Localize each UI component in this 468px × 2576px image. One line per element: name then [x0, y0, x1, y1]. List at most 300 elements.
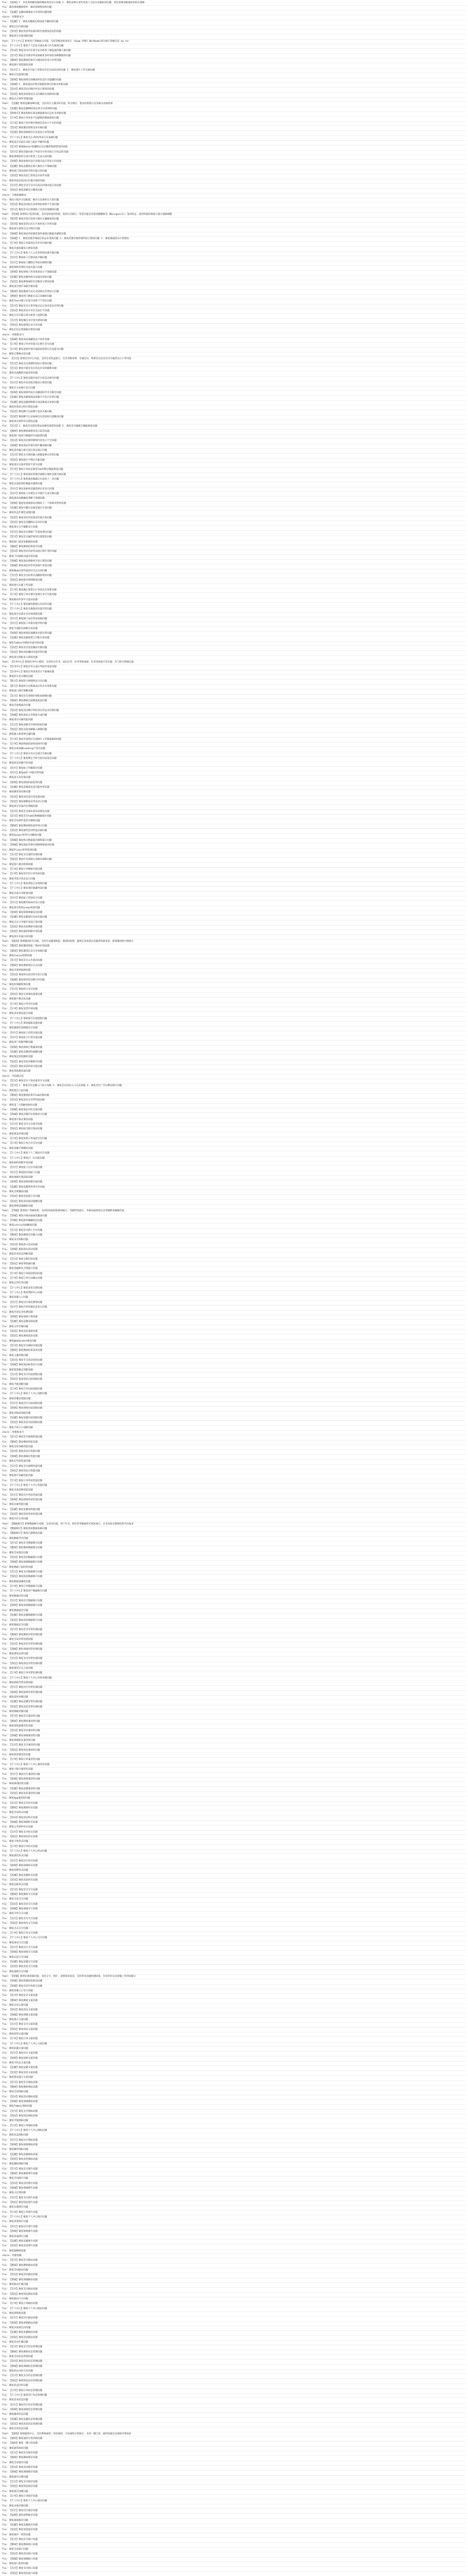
log-line: fix: 修复头像图片问题 [2, 2206, 466, 2210]
log-line: fix: 修复按钮文案问题 [2, 2032, 466, 2037]
log-line: fix: 【钱包】修复钱包异常处理问题 [2, 1662, 466, 1667]
log-line: fix: 【订单】修复订单导出问题 [2, 1003, 466, 1007]
log-line: fix: 【钱包】修复提现记录分页问题 [2, 324, 466, 328]
log-line: fix: 【消息】修复消息转发功能问题 [2, 1065, 466, 1070]
log-line: fix: 修复内容安全检测问题 [2, 1311, 466, 1315]
log-line: fix: 修复长列表性能问题 [2, 1460, 466, 1464]
log-line: fix: 【社区】修复帖子删除后列表未刷新问题 [2, 261, 466, 266]
log-line: fix: 修复全局接口问题 [2, 2548, 466, 2552]
log-line: fix: 【支付】修复微信支付签名错误问题 [2, 319, 466, 324]
log-line: fix: 修复节流防抖函数失效问题 [2, 627, 466, 632]
log-line: fix: 【活动】修复活动分享得奖励问题 [2, 1098, 466, 1103]
log-line: fix: 【登录】修复登录页在部分安卓机型上键盘遮挡输入框问题 [2, 49, 466, 54]
log-line: fix: 修复全局异常处理问题 [2, 1638, 466, 1642]
log-line: fix: 修复内存占用问题 [2, 1517, 466, 1522]
log-line: fix: 【搜索】修复搜索性能问题 [2, 1440, 466, 1445]
log-line: fix: 【直播】修复直播缓存问题 [2, 2523, 466, 2528]
log-line: fix: 修复全局交互问题 [2, 1897, 466, 1902]
log-line: fix: 【首页】修复首页新人专区问题 [2, 1229, 466, 1233]
log-line: fix: 【活动】修复活动异常处理问题 [2, 1642, 466, 1647]
log-line: fix: 【直播】修复直播间连麦功能异常问题 [2, 786, 466, 790]
log-line: fix: 【搜索】修复搜索页面键盘收起问题 [2, 699, 466, 704]
log-line: fix: 修复输入框表情过滤问题 [2, 733, 466, 737]
log-line: fix: 修复H5兼容性问题 [2, 1782, 466, 1787]
log-line: fix: 【社区】修复社区兼容性问题 [2, 1773, 466, 1777]
log-line: fix: 【搜索】修复搜索路由问题 [2, 2264, 466, 2268]
log-line: fix: 修复富文本渲染问题 [2, 776, 466, 781]
log-line: fix: 【消息】修复通知权限申请问题 [2, 930, 466, 935]
log-line: feat: 【等级】新增用户等级体系，支持经验值获取规则展示、等级特权展示、升级动画效果以及等级勋章佩戴功能 [2, 1209, 466, 1214]
log-line: fix: 【视频】修复视频交互问题 [2, 1951, 466, 1955]
log-line: fix: 修复操作图标问题 [2, 2148, 466, 2153]
log-line: fix: 【个人中心】修复个人中心性能问题 [2, 1484, 466, 1488]
log-line: fix: 【搜索】修复搜索图片问题 [2, 2172, 466, 2177]
log-line: fix: 修复全局文案问题 [2, 2004, 466, 2008]
log-line: fix: 修复状态栏颜色设置问题 [2, 511, 466, 516]
log-line: fix: 【视频】修复视频列表性能问题 [2, 1498, 466, 1503]
log-line: fix: 【社区】修复@用户功能异常问题 [2, 771, 466, 776]
log-line: fix: 【搜索】修复搜索样式问题 [2, 1806, 466, 1811]
log-line: fix: 【商城】修复商城样式问题 [2, 1821, 466, 1825]
log-line: fix: 【通知】修复通知分类切换问题 [2, 2437, 466, 2442]
log-line: fix: 【订单】修复订单自动确认问题 [2, 1277, 466, 1281]
log-line: fix: 【消息】修复消息兼容性问题 [2, 1792, 466, 1797]
log-line: fix: 修复机型兼容性问题 [2, 1753, 466, 1758]
log-line: fix: 修复部分页面适配问题 [2, 35, 466, 39]
log-line: fix: 修复Swiper组件自动播放问题 [2, 834, 466, 838]
log-line: fix: 【支付】修复支付状态管理问题 [2, 2374, 466, 2379]
log-line: fix: 修复徽标图标问题 [2, 2162, 466, 2167]
log-line: feat: 【个人中心】新增用户等级展示功能，支持等级进度条显示（Vip@ 详情1 Bk(Head)部分展示等级信息 by zz） [2, 40, 466, 44]
log-line: fix: 【消息】修复消息列表置顶功能失效问题 [2, 516, 466, 521]
log-line: fix: 【搜索】修复搜索异常处理问题 [2, 1633, 466, 1638]
log-line: fix: 修复全局缓存问题 [2, 2461, 466, 2466]
log-line: fix: 【视频】修复视频数据统计问题 [2, 1604, 466, 1608]
log-line: fix: 【首页】修复首页状态管理问题 [2, 2345, 466, 2350]
log-line: fix: 修复弹窗组件在部分机型上无法关闭问题 [2, 155, 466, 160]
log-line: fix: 【钱包】修复钱包交互问题 [2, 1922, 466, 1926]
log-line: fix: 【首页】修复首页推荐列表加载更多时重复加载数据的问题 [2, 54, 466, 59]
log-line: fix: 【直播】1. 修复直播间礼物动画不播放的问题 [2, 20, 466, 25]
log-line: fix: 修复拖拽交互问题 [2, 1970, 466, 1975]
log-line: fix: 【个人中心】修复修改昵称后未同步问题 [2, 603, 466, 607]
log-line: fix: 【消息】修复消息文案问题 [2, 2071, 466, 2076]
log-line: fix: 修复列表页返回后位置未保持问题 [2, 179, 466, 184]
log-line: fix: 【消息】修复消息搜索功能问题 [2, 925, 466, 930]
log-line: fix: 【钱包】修复账单明细筛选问题 [2, 579, 466, 583]
log-line: fix: 【支付】修复支付页面适配问题 [2, 1373, 466, 1378]
log-line: fix: 修复接口鉴权问题 [2, 2562, 466, 2567]
log-line: fix: 修复金额计算精度问题 [2, 1147, 466, 1151]
log-line: fix: 【社区】修复帖子置顶显示问题 [2, 896, 466, 901]
log-line: fix: 【客服】修复客服消息推送问题 [2, 1979, 466, 1984]
log-line: fix: 修复敏感信息脱敏显示问题 [2, 1026, 466, 1031]
log-line: fix: 【订单】修复预售订单尾款支付问题 [2, 1137, 466, 1142]
log-line: fix: 修复页面切换性能问题 [2, 1488, 466, 1493]
log-line: fix: 【订单】修复待评价订单列表问题 [2, 872, 466, 877]
log-line: fix: 【社区】修复社区状态管理问题 [2, 2403, 466, 2408]
log-line: fix: 【直播】修复直播间禁言功能失效问题 [2, 636, 466, 641]
log-line: fix: 【首页】修复首页交互问题 [2, 1888, 466, 1893]
log-line: fix: 修复状态同步问题 [2, 2384, 466, 2388]
log-line: fix: 修复超时处理问题 [2, 1696, 466, 1700]
log-line: fix: 修复分享功能在部分机型上报错问题 [2, 314, 466, 318]
log-line: fix: 【直播】修复直播间性能问题 [2, 1508, 466, 1513]
log-line: fix: 【个人中心】修复个人中心文案问题 [2, 2042, 466, 2047]
log-line: fix: 【个人中心】修复实名认证提交失败问题 [2, 752, 466, 757]
log-line: feat: 【通知】新增通知中心，支持系统通知、活动通知、互动通知分类展示，支持一键已读、通知设置以及通知详情查看 [2, 2432, 466, 2437]
log-line: fix: 【消息】修复消息图标问题 [2, 2158, 466, 2162]
log-line: fix: 【视频】修复视频全屏播放时状态栏未隐藏的问题 [2, 78, 466, 83]
log-line: fix: 【社区】修复帖子详情页分享图片生成失败问题 [2, 492, 466, 497]
log-line: fix: 【搜索】修复搜索结果页tab切换问题 [2, 1094, 466, 1098]
log-line: fix: 【视频】修复视频弹幕发送问题 [2, 911, 466, 916]
log-line: fix: 【支付】修复余额支付密码校验问题 [2, 723, 466, 728]
log-line: fix: 修复间距样式问题 [2, 1869, 466, 1873]
log-line: fix: 【个人中心】修复浏览记录清除问题 [2, 882, 466, 887]
log-line: fix: 【直播】修复直播图片问题 [2, 2240, 466, 2244]
log-line: fix: 修复地理位置获取问题 [2, 1176, 466, 1180]
log-line: fix: 修复部分页面内存泄漏问题 [2, 805, 466, 809]
log-line: fix: 修复全局状态管理问题 [2, 2355, 466, 2360]
log-line: fix: 【商城】修复商品收藏状态不同步问题 [2, 338, 466, 343]
log-line: fix: 【商城】修复商品对比功能问题 [2, 1108, 466, 1113]
log-line: fix: 【商城】修复购买数量超出限购提示问题 [2, 839, 466, 843]
log-line: fix: 【活动】修复活动分享后无法打开问题 [2, 309, 466, 314]
log-line: fix: 【订单】修复订单交互问题 [2, 1931, 466, 1936]
log-line: fix: 【个人中心】修复我的收藏列表问题 [2, 887, 466, 891]
log-line: fix: 【个人中心】修复地址管理页面默认地址设置失败问题 [2, 473, 466, 478]
log-line: fix: 【直播】修复直播间购物车商品数量未更新问题 [2, 401, 466, 405]
log-line: fix: 【等级】修复升级动画重复播放问题 [2, 1214, 466, 1219]
log-line: fix: 【个人中心】修复关注/粉丝列表分页加载问题 [2, 136, 466, 141]
log-line: fix: 【订单】修复订单缓存问题 [2, 2495, 466, 2499]
log-line: fix: 【签到】修复补签后签到天数未正确累加的问题 [2, 217, 466, 222]
log-line: fix: 【社区】修复评论回复层级显示错误问题 [2, 381, 466, 386]
log-line: fix: 修复接口请求参数编码问题 [2, 540, 466, 545]
log-line: fix: 【个人中心】修复意见反馈问题 [2, 1286, 466, 1291]
log-line: fix: 修复路由传参中文乱码问题 [2, 598, 466, 603]
log-line: fix: 修复网络异常处理问题 [2, 1681, 466, 1686]
log-line: fix: 【积分】修复积分明细列表分页问题 [2, 680, 466, 684]
log-line: fix: 【视频】修复视频页面适配问题 [2, 1406, 466, 1411]
log-line: fix: 【支付】修复支付接口问题 [2, 2567, 466, 2571]
log-line: fix: 【支付】修复支付异常处理问题 [2, 1657, 466, 1662]
log-line: fix: 【钱包】修复余额显示精度问题 [2, 189, 466, 193]
log-line: fix: 修复接口请求超时未给出提示的问题 [2, 170, 466, 174]
log-line: fix: 修复通知角标问题 [2, 2447, 466, 2451]
log-line: fix: 【视频】修复视频图标问题 [2, 2143, 466, 2148]
log-line: fix: 【个人中心】修复个人中心兼容性问题 [2, 1763, 466, 1768]
log-line: fix: 【消息】修复聊天页面图片发送失败问题 [2, 410, 466, 415]
log-line: fix: 修复金融相关合规提示问题 [2, 1267, 466, 1272]
log-line: fix: 修复部分页面安全区域适配问题 [2, 613, 466, 617]
log-line: fix: 【消息】修复消息列表滚动时出现重复消息的问题 [2, 30, 466, 35]
log-line: fix: 【直播】修复直播页面适配问题 [2, 1416, 466, 1421]
log-line: fix: 【个人中心】修复个人信息页面头像上传失败的问题 [2, 44, 466, 49]
log-line: fix: 【活动】修复活动页性能问题 [2, 1450, 466, 1454]
log-line: fix: 修复接口重试机制问题 [2, 863, 466, 868]
log-line: fix: 【活动】修复活动路由问题 [2, 2273, 466, 2278]
log-line: fix: 修复Tabbar图标问题 [2, 2105, 466, 2109]
log-line: fix: 修复背景图片问题 [2, 2220, 466, 2225]
log-line: fix: 【活动】修复助力活动问题 [2, 1243, 466, 1248]
log-line: fix: 修复Picker组件选择问题 [2, 849, 466, 853]
log-line: fix: 【钱包】修复钱包样式问题 [2, 1835, 466, 1840]
log-line: fix: 【商城】修复商品规格库存显示错误问题 [2, 560, 466, 564]
log-line: fix: 【首页】修复首页个性化推荐开关问题 [2, 1079, 466, 1084]
log-line: fix: 【钱包】修复钱包文案问题 [2, 2028, 466, 2032]
log-line: fix: 【社区】修复内容审核状态显示问题 [2, 1306, 466, 1310]
log-line: fix: 【活动】修复抽奖活动转盘动画问题 [2, 829, 466, 834]
log-line: fix: 【首页】修复首页在低端机上首屏渲染慢的问题 [2, 208, 466, 213]
log-line: fix: 【首页】修复首页图片问题 [2, 2167, 466, 2172]
log-line: fix: 【视频】修复视频合集播放问题 [2, 1046, 466, 1050]
log-line: fix: 修复系统版本兼容性问题 [2, 1739, 466, 1743]
log-line: fix: 【首页】修复首页tab切换数据缓存问题 [2, 815, 466, 819]
log-line: fix: 【社区】修复帖子打赏功能问题 [2, 1036, 466, 1041]
log-line: fix: 修复验证码倒计时问题 [2, 761, 466, 766]
log-line: chore: 升级依赖版本 [2, 194, 466, 198]
log-line: fix: 修复推送消息跳转问题 [2, 1055, 466, 1060]
log-line: fix: 【社区】修复帖子点赞动画卡顿问题 [2, 256, 466, 261]
log-line: fix: 【活动】修复节日活动皮肤问题 [2, 1359, 466, 1363]
log-line: fix: 【钱包】修复钱包路由问题 [2, 2293, 466, 2297]
log-line: fix: 【消息】修复语音消息播放失败问题 [2, 646, 466, 651]
log-line: fix: 修复路由守卫问题 [2, 2297, 466, 2302]
log-line: fix: 【个人中心】修复地址编辑后未返回上一页问题 [2, 478, 466, 482]
log-line: fix: 修复Canvas绘制问题 [2, 954, 466, 959]
log-line: fix: 【社区】修复社区规范弹窗问题 [2, 1301, 466, 1306]
log-line: fix: 修复部分按钮点击无响应问题 [2, 227, 466, 232]
log-line: fix: 【社区】修复话题页帖子列表为空时未展示空状态的问题 [2, 150, 466, 155]
log-line: fix: 修复部分组件样式错乱问题 [2, 420, 466, 425]
log-line: fix: 【直播】修复直播状态管理问题 [2, 2418, 466, 2422]
log-line: fix: 【首页】修复首页悬浮按钮位置错误问题 [2, 535, 466, 540]
log-line: fix: 【搜索】修复搜索结果页关键词高亮显示异常问题 [2, 59, 466, 63]
log-line: fix: 【支付】修复分期付款问题 [2, 1258, 466, 1262]
log-line: fix: 【消息】修复消息撤回功能异常问题 [2, 651, 466, 655]
log-line: fix: 【消息】修复消息缓存问题 [2, 2528, 466, 2533]
log-line: fix: 【订单】修复订单列表下拉刷新时数据重复问题 [2, 116, 466, 121]
log-line: fix: 【支付】修复支付超时处理问题 [2, 853, 466, 858]
log-line: fix: 修复小程序兼容性问题 [2, 1768, 466, 1772]
log-line: fix: 修复部分文字截断显示问题 [2, 526, 466, 530]
log-line: fix: 【视频】修复视频图片问题 [2, 2230, 466, 2234]
log-line: fix: 修复缓存一致性问题 [2, 2533, 466, 2538]
log-line: fix: 【消息】修复群聊成员列表显示问题 [2, 800, 466, 805]
log-line: fix: 修复占位图问题 [2, 2191, 466, 2196]
log-line: fix: 【个人中心】修复个人主页背景图设置失败问题 [2, 251, 466, 256]
log-line: fix: 修复数据同步问题 [2, 1595, 466, 1599]
log-line: fix: 修复图片压缩上传问题 [2, 584, 466, 588]
log-line: fix: 【社区】修复社区缓存问题 [2, 2509, 466, 2514]
log-line: fix: 【个人中心】修复帮助中心问题 [2, 1291, 466, 1296]
log-line: fix: 【搜索】修复搜索兼容性问题 [2, 1720, 466, 1724]
log-line: fix: 修复部分组件props校验问题 [2, 906, 466, 911]
log-line: fix: 【订单】修复订单状态管理问题 [2, 2389, 466, 2394]
log-line: fix: 【订单】修复订单列表性能问题 [2, 1479, 466, 1484]
log-line: fix: 【首页】修复首页弹窗广告重复弹出问题 [2, 531, 466, 535]
log-line: fix: 【首页】1. 修复首页推荐算法参数传递错误问题 2. 修复首页刷新后数据重复问题 [2, 425, 466, 429]
log-line: fix: 修复降级处理问题 [2, 1710, 466, 1715]
log-line: fix: 修复数据安全问题 [2, 1623, 466, 1628]
log-line: fix: 【直播】修复直播预约提醒问题 [2, 1050, 466, 1055]
log-line: fix: 修复打包后资源路径错误问题 [2, 328, 466, 333]
log-line: fix: 修复横竖屏切换问题 [2, 790, 466, 795]
log-line: fix: 【活动】修复活动交互问题 [2, 1903, 466, 1907]
log-line: fix: 【搜索】修复搜索建议点击问题 [2, 964, 466, 969]
log-line: fix: 【搜索】修复搜索图标问题 [2, 2086, 466, 2090]
log-line: fix: 【消息】修复消息草稿保存问题 [2, 1060, 466, 1065]
log-line: fix: 【视频】修复视频倍速播放功能异常问题 [2, 632, 466, 636]
log-line: fix: 修复导航图标问题 [2, 2119, 466, 2124]
log-line: fix: 【钱包】修复钱包图标问题 [2, 2114, 466, 2119]
log-line: fix: 【首页】修复首页样式问题 [2, 1802, 466, 1806]
log-line: fix: 修复标题文案问题 [2, 2047, 466, 2052]
log-line: fix: 【首页】修复首页图标问题 [2, 2081, 466, 2086]
log-line: fix: 【支付】修复支付图标问题 [2, 2110, 466, 2114]
log-line: fix: 修复图片预览缩放问题 [2, 63, 466, 68]
log-line: fix: 【钱包】修复钱包状态管理问题 [2, 2379, 466, 2384]
log-line: fix: 【支付】修复支付文案问题 [2, 2023, 466, 2027]
log-line: fix: 【个人中心】修复个人中心缓存问题 [2, 2499, 466, 2504]
log-line: fix: 【消息】修复消息路由问题 [2, 2336, 466, 2341]
log-line: fix: 修复录音权限问题 [2, 1238, 466, 1243]
log-line: fix: 修复网络异常时页面无提示问题 [2, 266, 466, 270]
log-line: fix: 【商城】1. 修复商品详情页规格选择后价格未更新问题 [2, 83, 466, 88]
log-line: fix: 【活动】修复活动报名表单校验规则不生效问题 [2, 203, 466, 208]
log-line: fix: 【会员】修复会员到期时间显示错误问题 [2, 362, 466, 367]
log-line: fix: 【直播】修复直播数据统计问题 [2, 1614, 466, 1618]
log-line: fix: 【活动】修复活动兼容性问题 [2, 1729, 466, 1734]
log-line: fix: 【钱包】修复钱包页性能问题 [2, 1469, 466, 1474]
log-line: fix: 【个人中心】修复个人中心交互问题 [2, 1936, 466, 1941]
log-line: fix: 【活动】修复活动图标问题 [2, 2095, 466, 2100]
log-line: fix: 修复暗黑模式适配问题 [2, 1368, 466, 1373]
log-line: fix: 【订单】修复订单兼容性问题 [2, 1758, 466, 1762]
log-line: fix: 修复Tabbar切换时页面闪烁问题 [2, 641, 466, 646]
log-line: fix: 【支付】修复支付宝支付完成后回调页面白屏问题 [2, 184, 466, 189]
log-line: chore: 更新依赖 [2, 2254, 466, 2259]
log-line: fix: 【订单】修复申请售后页面图片上传数量限制问题 [2, 738, 466, 742]
log-line: fix: 修复积分显示精度问题 [2, 675, 466, 680]
log-line: fix: 修复空状态文案问题 [2, 2061, 466, 2066]
log-line: fix: 【消息】修复消息漫游问题 [2, 1330, 466, 1334]
log-line: fix: 【搜索】修复搜索语音输入问题 [2, 1233, 466, 1238]
log-line: fix: 【搜索】修复搜索筛选条件组合问题 [2, 824, 466, 829]
log-line: fix: 修复客服入口显示问题 [2, 1989, 466, 1994]
log-line: feat: 【直播】新增直播间PK功能，支持双方主播实时对战、积分统计、胜负结果展示以及相关动画效果 [2, 102, 466, 107]
log-line: fix: 【消息】修复消息推送点击后跳转页面错误问题 [2, 93, 466, 97]
log-line: fix: 【签到】修复签到日历在月初时显示异常问题 [2, 223, 466, 227]
log-line: fix: 【钱包】修复银行卡绑定失败问题 [2, 459, 466, 463]
log-line: fix: 修复提示文案问题 [2, 2018, 466, 2023]
log-line: fix: 修复离线缓存问题 [2, 2519, 466, 2523]
log-line: fix: 【邀请】修复邀请记录分页加载问题 [2, 950, 466, 954]
log-line: fix: 修复表单输入框失焦后验证提示问题 [2, 449, 466, 453]
log-line: fix: 【社区】修复社区样式问题 [2, 1859, 466, 1864]
log-line: fix: 修复封面图片问题 [2, 2235, 466, 2240]
log-line: fix: 修复字体大小适配问题 [2, 1426, 466, 1431]
log-line: fix: 修复活动状态判断问题 [2, 1252, 466, 1257]
log-line: fix: 【消息】修复消息页面适配问题 [2, 1421, 466, 1426]
log-line: fix: 【消息】修复消息交互问题 [2, 1965, 466, 1970]
log-line: fix: 【搜索】修复搜索接口问题 [2, 2543, 466, 2548]
log-line: fix: 【直播】修复开播后美颜设置未生效问题 [2, 506, 466, 511]
log-line: fix: 修复错误边界问题 [2, 1652, 466, 1657]
log-line: fix: 修复第三方SDK初始化问题 [2, 1104, 466, 1108]
log-line: fix: 【个人中心】修复用户状态管理问题 [2, 2394, 466, 2398]
log-line: fix: 【个人中心】修复设置页面开关状态未保存问题 [2, 377, 466, 381]
log-line: fix: 【邀请】修复邀请海报二维码识别问题 [2, 944, 466, 949]
log-line: fix: 【活动】修复活动接口问题 [2, 2552, 466, 2557]
log-line: fix: 【订单】修复订单评价提交后图片丢失问题 [2, 343, 466, 347]
log-line: fix: 【个人中心】修复个人中心适配问题 [2, 1392, 466, 1397]
log-line: fix: 修复部分图片加载失败问题 [2, 285, 466, 290]
log-line: fix: 【商城】修复商品详情页图片懒加载问题 [2, 444, 466, 449]
log-line: fix: 修复文件存储问题 [2, 1325, 466, 1330]
log-line: fix: 【活动】修复活动样式问题 [2, 1816, 466, 1821]
log-line: fix: 【首页】修复首页文案问题 [2, 1994, 466, 1998]
log-line: fix: 修复Toast提示在部分场景下不消失问题 [2, 299, 466, 304]
log-line: fix: 修复Modal组件遮罩层点击关闭问题 [2, 569, 466, 574]
log-line: fix: 【首页】修复首页金刚区图标加载慢问题 [2, 694, 466, 699]
log-line: fix: 【社区】修复圈子成员列表加载问题 [2, 617, 466, 622]
log-line: fix: 修复埋点上报问题 [2, 1089, 466, 1094]
log-line: fix: 修复接口缓存策略问题 [2, 689, 466, 694]
log-line: fix: 修复接口返回空数据时页面报错问题 [2, 434, 466, 439]
log-line: fix: 修复页面返回时数据未刷新问题 [2, 482, 466, 487]
log-line: fix: 【订单】修复物流轨迹时间排序问题 [2, 742, 466, 747]
log-line: fix: 【视频】修复视频上传进度条显示不准确问题 [2, 270, 466, 275]
log-line: fix: 【订单】修复订单状态筛选Tab切换后数据错乱问题 [2, 468, 466, 472]
log-line: feat: 【会员】新增会员中心页面，支持会员权益展示、会员等级说明、开通会员、续费会员以及会员专属活动入口等功能 [2, 357, 466, 362]
log-line: fix: 【个人中心】修复个人二维码名片问题 [2, 1151, 466, 1156]
log-line: fix: 【直播】修复直播路由问题 [2, 2331, 466, 2335]
log-line: fix: 【任务中心】修复任务进度显示不准确问题 [2, 670, 466, 675]
log-line: fix: 修复打包失败问题 [2, 25, 466, 30]
log-line: fix: 【活动】修复活动缓存问题 [2, 2466, 466, 2470]
log-line: fix: 【钱包】修复钱包图片问题 [2, 2201, 466, 2206]
log-line: fix: 修复相机权限申请问题 [2, 1161, 466, 1166]
log-line: fix: 【订单】修复订单合并支付问题 [2, 1142, 466, 1146]
log-line: fix: 【视频】修复视频评论区表情无法正常显示的问题 [2, 160, 466, 164]
log-line: fix: 【社区】修复社区异常处理问题 [2, 1686, 466, 1690]
log-line: fix: 【消息】修复消息已读状态未同步问题 [2, 174, 466, 179]
log-line: fix: 修复数据上报时机问题 [2, 1566, 466, 1570]
log-line: fix: 【钱包】修复钱包缓存问题 [2, 2485, 466, 2489]
log-line: fix: 修复全局图标问题 [2, 2090, 466, 2095]
log-line: fix: 【支付】修复支付兼容性问题 [2, 1743, 466, 1748]
log-line: fix: 【直播】修复直播间背景音乐问题 [2, 1185, 466, 1190]
log-line: fix: 修复首屏加载性能问题 [2, 1445, 466, 1450]
log-line: fix: 【社区】修复帖子投票功能问题 [2, 1031, 466, 1036]
log-line: fix: 修复数字格式化问题 [2, 997, 466, 1002]
log-line: fix: 【搜索】修复搜索文案问题 [2, 1999, 466, 2004]
log-line: fix: 【订单】修复订单取消后库存未回滚问题 [2, 242, 466, 246]
log-line: fix: 【支付】修复支付图片问题 [2, 2196, 466, 2201]
log-line: fix: 【数据统计】修复日期筛选问题 [2, 1532, 466, 1536]
log-line: fix: 【首页】修复首页公告滚动问题 [2, 959, 466, 963]
log-line: fix: 修复公共组件样式问题 [2, 1825, 466, 1830]
log-line: fix: 修复缓存过期问题 [2, 2476, 466, 2480]
log-line: fix: 修复长按交互问题 [2, 1956, 466, 1960]
log-line: fix: 【商城】1. 修复优惠券领取后状态未更新问题 2. 修复优惠券使用规则显示错误问题 3. 修复满减活动计算错误 [2, 237, 466, 242]
log-line: fix: 修复WebSocket重连问题 [2, 1340, 466, 1344]
log-line: fix: 【商城】修复商城页性能问题 [2, 1455, 466, 1460]
log-line: fix: 【视频】修复视频异常处理问题 [2, 1691, 466, 1696]
